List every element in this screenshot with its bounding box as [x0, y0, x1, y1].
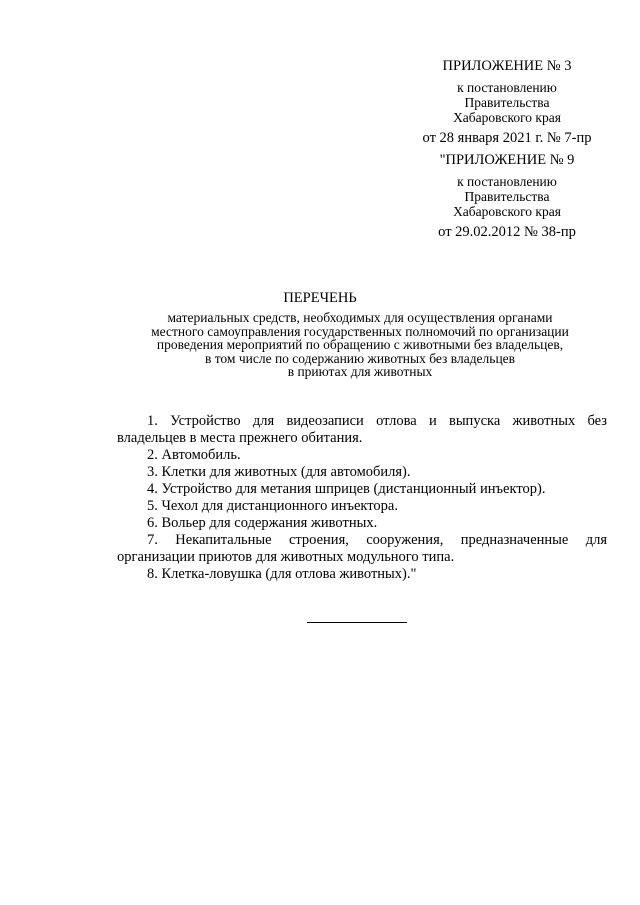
document-subtitle [110, 311, 610, 379]
appendix-title: ПРИЛОЖЕНИЕ № 3 [442, 58, 572, 74]
appendix-original-date: от 29.02.2012 № 38-пр [438, 224, 576, 240]
items-list [117, 413, 607, 583]
subtitle-line: проведения мероприятий по обращению с животными без владельцев, [156, 337, 564, 353]
list-item: 4. Устройство для метания шприцев (дистанционный инъектор). [147, 481, 546, 497]
list-item: 6. Вольер для содержания животных. [147, 515, 378, 531]
appendix-ref-line: к постановлению [457, 174, 557, 189]
end-divider [307, 622, 407, 623]
list-item: 2. Автомобиль. [147, 447, 241, 463]
appendix-original-title: "ПРИЛОЖЕНИЕ № 9 [439, 152, 575, 168]
subtitle-line: в приютах для животных [287, 364, 433, 380]
document-title: ПЕРЕЧЕНЬ [283, 290, 357, 306]
list-item: 5. Чехол для дистанционного инъектора. [147, 498, 398, 514]
subtitle-line: местного самоуправления государственных полномочий по организации [151, 323, 569, 339]
list-item: 8. Клетка-ловушка (для отлова животных)." [147, 566, 417, 582]
subtitle-line: в том числе по содержанию животных без владельцев [204, 350, 516, 366]
appendix-ref-line: Хабаровского края [453, 110, 561, 125]
appendix-date: от 28 января 2021 г. № 7-пр [422, 130, 592, 146]
list-item: 1. Устройство для видеозаписи отлова и выпуска животных без владельцев в места прежнего обитания. [117, 413, 607, 446]
appendix-ref-line: Правительства [464, 189, 550, 204]
appendix-header [395, 58, 619, 241]
appendix-ref-line: Хабаровского края [453, 204, 561, 219]
list-item: 7. Некапитальные строения, сооружения, предназначенные для организации приютов для животных модульного типа. [117, 532, 607, 565]
appendix-ref-line: Правительства [464, 95, 550, 110]
subtitle-line: материальных средств, необходимых для осуществления органами [167, 310, 553, 325]
list-item: 3. Клетки для животных (для автомобиля). [147, 464, 411, 480]
appendix-ref-line: к постановлению [457, 80, 557, 95]
